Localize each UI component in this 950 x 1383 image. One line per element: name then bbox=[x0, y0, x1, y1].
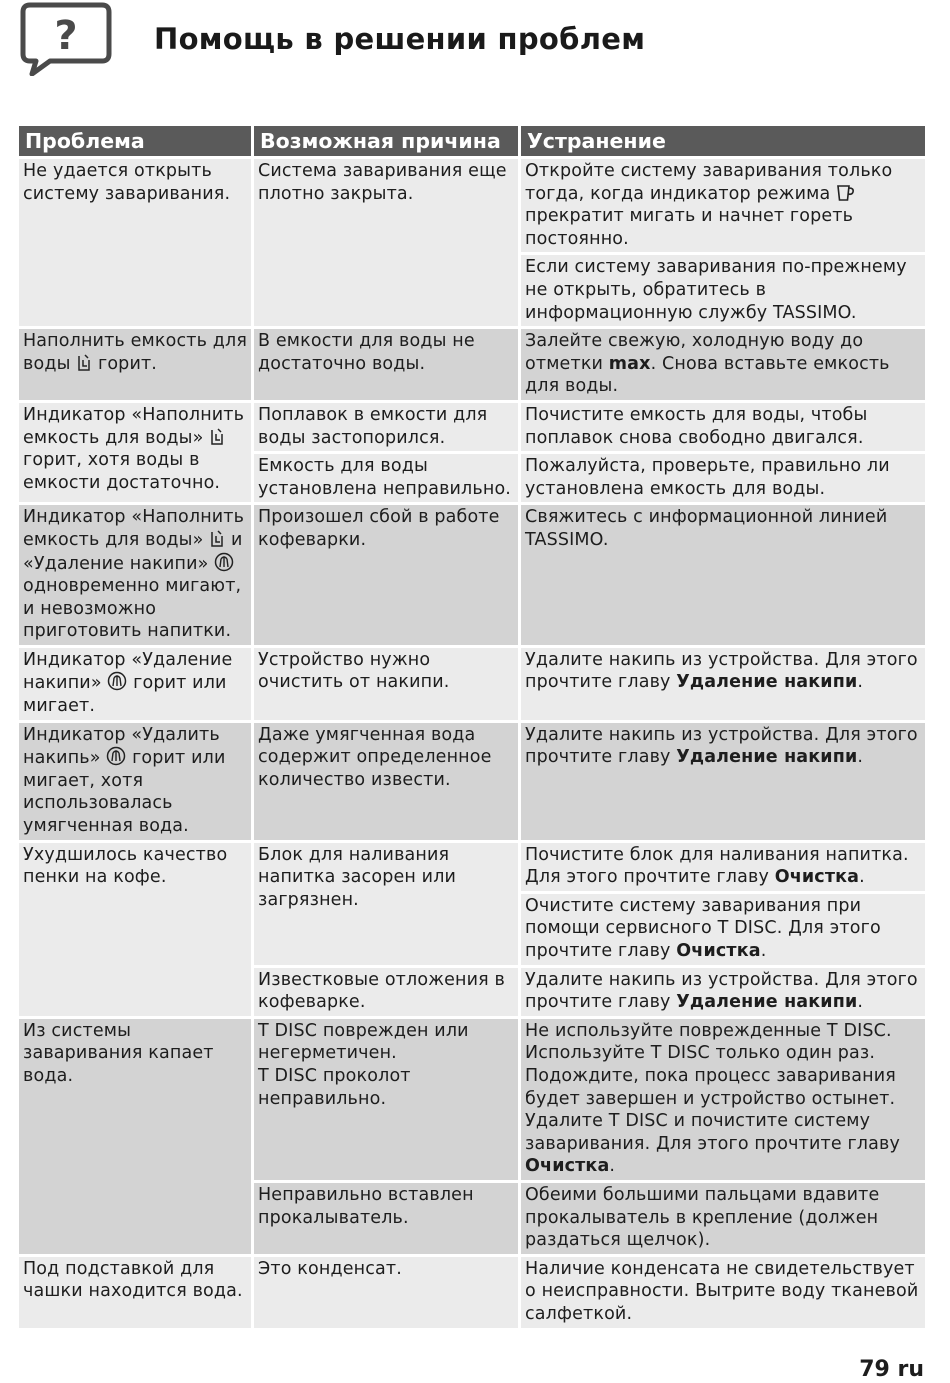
problem-cell: Индикатор «Удалить накипь» горит или мигает, хотя использовалась умягченная вода. bbox=[19, 723, 251, 840]
page-title: Помощь в решении проблем bbox=[154, 22, 646, 56]
problem-cell: Не удается открыть систему заваривания. bbox=[19, 159, 251, 326]
cause-cell: Блок для наливания напитка засорен или загрязнен. bbox=[254, 843, 518, 965]
problem-cell: Индикатор «Наполнить емкость для воды» и «Удаление накипи» одновременно мигают, и невозможно приготовить напитки. bbox=[19, 505, 251, 645]
descale-icon bbox=[106, 746, 126, 766]
descale-icon bbox=[107, 671, 127, 691]
cause-cell: Неправильно вставлен прокалыватель. bbox=[254, 1183, 518, 1254]
problem-cell: Индикатор «Удаление накипи» горит или мигает. bbox=[19, 648, 251, 720]
fix-cell: Пожалуйста, проверьте, правильно ли установлена емкость для воды. bbox=[521, 454, 925, 502]
cause-cell: Даже умягченная вода содержит определенное количество извести. bbox=[254, 723, 518, 840]
table-row bbox=[19, 1019, 925, 1180]
cause-cell: В емкости для воды не достаточно воды. bbox=[254, 329, 518, 400]
troubleshooting-table bbox=[16, 123, 928, 1331]
language-code: ru bbox=[897, 1357, 924, 1382]
water-tank-icon bbox=[209, 428, 225, 446]
problem-cell: Наполнить емкость для воды горит. bbox=[19, 329, 251, 400]
column-header-cause: Возможная причина bbox=[254, 126, 518, 156]
fix-cell: Почистите блок для наливания напитка. Для этого прочтите главу Очистка. bbox=[521, 843, 925, 891]
cause-cell: Это конденсат. bbox=[254, 1257, 518, 1328]
table-header-row bbox=[19, 126, 925, 156]
water-tank-icon bbox=[209, 530, 225, 548]
table-row bbox=[19, 843, 925, 891]
cup-mode-icon bbox=[836, 184, 856, 202]
descale-icon bbox=[214, 552, 234, 572]
fix-cell: Удалите накипь из устройства. Для этого прочтите главу Удаление накипи. bbox=[521, 723, 925, 840]
table-row bbox=[19, 648, 925, 720]
water-tank-icon bbox=[76, 354, 92, 372]
fix-cell: Очистите систему заваривания при помощи сервисного T DISC. Для этого прочтите главу Очистка. bbox=[521, 894, 925, 965]
fix-cell: Откройте систему заваривания только тогда, когда индикатор режима прекратит мигать и начнет гореть постоянно. bbox=[521, 159, 925, 252]
fix-cell: Наличие конденсата не свидетельствует о неисправности. Вытрите воду тканевой салфеткой. bbox=[521, 1257, 925, 1328]
cause-cell: Произошел сбой в работе кофеварки. bbox=[254, 505, 518, 645]
table-row bbox=[19, 1257, 925, 1328]
fix-cell: Почистите емкость для воды, чтобы поплавок снова свободно двигался. bbox=[521, 403, 925, 451]
cause-cell: T DISC поврежден или негерметичен. T DISC проколот неправильно. bbox=[254, 1019, 518, 1180]
cause-cell: Устройство нужно очистить от накипи. bbox=[254, 648, 518, 720]
cause-cell: Поплавок в емкости для воды застопорился. bbox=[254, 403, 518, 451]
svg-text:?: ? bbox=[54, 13, 78, 59]
cause-cell: Емкость для воды установлена неправильно. bbox=[254, 454, 518, 502]
problem-cell: Индикатор «Наполнить емкость для воды» горит, хотя воды в емкости достаточно. bbox=[19, 403, 251, 502]
table-row bbox=[19, 723, 925, 840]
table-row bbox=[19, 403, 925, 451]
fix-cell: Залейте свежую, холодную воду до отметки max. Снова вставьте емкость для воды. bbox=[521, 329, 925, 400]
cause-cell: Известковые отложения в кофеварке. bbox=[254, 968, 518, 1016]
fix-cell: Обеими большими пальцами вдавите прокалыватель в крепление (должен раздаться щелчок). bbox=[521, 1183, 925, 1254]
fix-cell: Удалите накипь из устройства. Для этого прочтите главу Удаление накипи. bbox=[521, 968, 925, 1016]
fix-cell: Свяжитесь с информационной линией TASSIMO. bbox=[521, 505, 925, 645]
cause-cell: Система заваривания еще плотно закрыта. bbox=[254, 159, 518, 326]
page-number: 79 ru bbox=[859, 1357, 924, 1382]
table-row bbox=[19, 505, 925, 645]
fix-cell: Не используйте поврежденные T DISC. Используйте T DISC только один раз. Подождите, пока процесс заваривания будет завершен и устройство остынет. Удалите T DISC и почистите систему заваривания. Для этого прочтите главу Очистка. bbox=[521, 1019, 925, 1180]
column-header-problem: Проблема bbox=[19, 126, 251, 156]
table-row bbox=[19, 159, 925, 252]
problem-cell: Ухудшилось качество пенки на кофе. bbox=[19, 843, 251, 1016]
problem-cell: Под подставкой для чашки находится вода. bbox=[19, 1257, 251, 1328]
column-header-fix: Устранение bbox=[521, 126, 925, 156]
table-row bbox=[19, 329, 925, 400]
help-question-icon bbox=[20, 2, 112, 76]
fix-cell: Удалите накипь из устройства. Для этого прочтите главу Удаление накипи. bbox=[521, 648, 925, 720]
problem-cell: Из системы заваривания капает вода. bbox=[19, 1019, 251, 1254]
fix-cell: Если систему заваривания по-прежнему не открыть, обратитесь в информационную службу TASSIMO. bbox=[521, 255, 925, 326]
